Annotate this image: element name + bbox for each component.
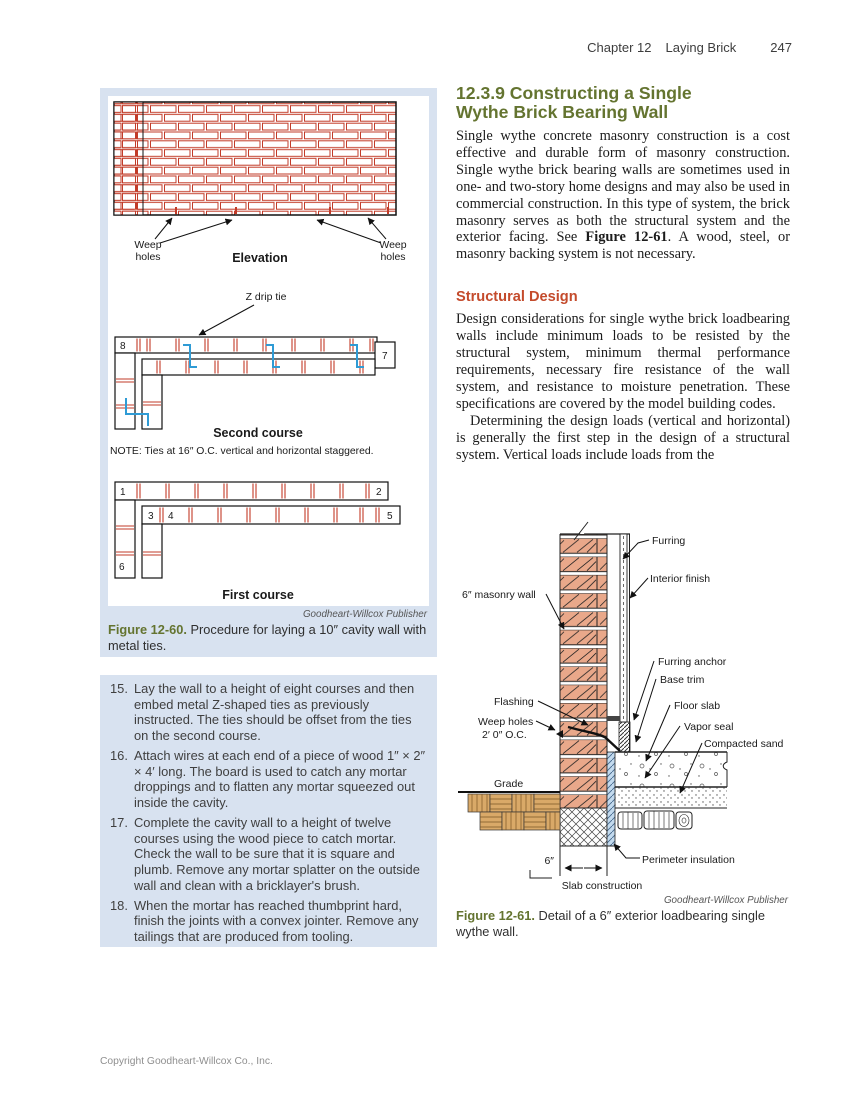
masonry-wall-label: 6″ masonry wall — [462, 589, 536, 602]
chapter-label: Chapter 12 — [587, 40, 652, 55]
step-text: When the mortar has reached thumbprint hard, finish the joints with a convex jointer. Remove any tailings that are produced from tooling. — [134, 897, 419, 945]
design-paragraph: Design considerations for single wythe brick loadbearing walls include minimum loads to be resisted by the structural system, minimum thermal performance requirements, necessary fire resistance of the wall system, and resistance to moisture penetration. These specifications are covered by the model building codes. — [456, 311, 790, 412]
first-course-drawing — [115, 482, 400, 602]
copyright-footer: Copyright Goodheart-Willcox Co., Inc. — [100, 1056, 273, 1067]
elevation-drawing — [114, 102, 407, 265]
grade-label: Grade — [494, 778, 524, 791]
second-course-drawing — [110, 291, 395, 457]
figure-12-60-panel — [100, 88, 437, 657]
step-number: 16. — [110, 747, 128, 763]
step-number: 17. — [110, 814, 128, 830]
wood-blocking — [618, 811, 692, 829]
step-text: Lay the wall to a height of eight courses and then embed metal Z-shaped ties as previously instructed. The ties should be offset from the ties on the second course. — [134, 681, 415, 744]
brick-number-7: 7 — [382, 351, 388, 362]
compacted-sand-label: Compacted sand — [704, 738, 784, 751]
dimension-label: 6″ — [544, 855, 554, 868]
step-16 — [110, 748, 427, 811]
brick-number-2: 2 — [376, 487, 382, 498]
figure-12-60-caption — [108, 622, 429, 654]
brick-number-3: 3 — [148, 511, 154, 522]
figure-12-60-caption-text: Procedure for laying a 10″ cavity wall with metal ties. — [108, 622, 427, 653]
vapor-seal-label: Vapor seal — [684, 721, 734, 734]
subsection-heading: Structural Design — [456, 289, 578, 306]
main-column — [456, 84, 790, 940]
grade-fill — [468, 794, 560, 830]
section-heading — [456, 84, 790, 122]
interior-finish-label: Interior finish — [650, 573, 711, 586]
perimeter-insulation-strip — [607, 752, 615, 846]
step-text: Attach wires at each end of a piece of wood 1″ × 2″ × 4′ long. The board is used to catch any mortar droppings and to flatten any mortar squeezed out inside the cavity. — [134, 747, 426, 811]
weep-holes-right-label-1: Weep — [379, 239, 407, 251]
figure-12-61-caption-text: Detail of a 6″ exterior loadbearing single wythe wall. — [456, 908, 765, 940]
elevation-label: Elevation — [232, 251, 288, 265]
brick-number-8: 8 — [120, 341, 126, 352]
brick-number-1: 1 — [120, 487, 126, 498]
procedure-steps-panel — [100, 675, 437, 947]
page-number: 247 — [770, 40, 792, 55]
figure-12-61-caption-label: Figure 12-61. — [456, 908, 535, 924]
tie-note: NOTE: Ties at 16″ O.C. vertical and horizontal staggered. — [110, 446, 374, 457]
furring-anchor-label: Furring anchor — [658, 656, 727, 669]
figure-12-60-credit: Goodheart-Willcox Publisher — [302, 609, 427, 620]
figure-12-61-caption — [456, 908, 790, 940]
z-drip-tie-label: Z drip tie — [245, 291, 287, 303]
figure-12-60-artwork — [108, 96, 429, 606]
brick-number-4: 4 — [168, 511, 174, 522]
second-course-label: Second course — [213, 426, 303, 440]
weep-holes-left-label-2: holes — [135, 251, 161, 263]
intro-text: Single wythe concrete masonry construction is a cost effective and durable form of masonry construction. Single wythe brick bearing walls are sometimes used in one- and two-story home designs and may also be used in commercial construction. In this type of system, the brick masonry serves as both the structural system and the exterior facing. See — [456, 128, 790, 246]
figure-12-61-diagram — [456, 520, 790, 892]
first-course-label: First course — [222, 588, 294, 602]
chapter-title: Laying Brick — [665, 40, 737, 55]
base-trim-label: Base trim — [660, 674, 705, 687]
brick-number-6: 6 — [119, 562, 125, 573]
slab-construction-label: Slab construction — [561, 880, 643, 893]
figure-reference: Figure 12-61 — [585, 229, 668, 246]
figure-12-61-credit: Goodheart-Willcox Publisher — [663, 895, 788, 907]
weep-holes-left-label-1: Weep — [134, 239, 162, 251]
step-17 — [110, 815, 427, 894]
furring-anchor-piece — [607, 716, 620, 721]
furring-label: Furring — [652, 535, 686, 548]
section-heading-line2: Wythe Brick Bearing Wall — [456, 102, 669, 122]
step-number: 18. — [110, 897, 128, 913]
figure-12-60-caption-label: Figure 12-60. — [108, 622, 187, 637]
weep-holes-label-line1: Weep holes — [478, 716, 534, 729]
flashing-label: Flashing — [494, 696, 534, 709]
figure-12-60-diagram — [108, 96, 429, 606]
brick-number-5: 5 — [387, 511, 393, 522]
running-header — [456, 40, 792, 55]
intro-paragraph — [456, 128, 790, 263]
perimeter-insulation-label: Perimeter insulation — [642, 854, 735, 867]
floor-slab-label: Floor slab — [674, 700, 721, 713]
step-15 — [110, 681, 427, 744]
step-text: Complete the cavity wall to a height of twelve courses using the wood piece to catch mortar. Check the wall to be sure that it is square and plumb. Remove any mortar splatter on the outside wall and clean with a bricklayer's brush. — [134, 814, 420, 893]
step-number: 15. — [110, 681, 128, 696]
section-heading-line1: 12.3.9 Constructing a Single — [456, 83, 692, 103]
step-18 — [110, 898, 427, 945]
weep-holes-right-label-2: holes — [380, 251, 406, 263]
intro-text-end: . A wood, steel, or masonry backing system is not necessary. — [456, 229, 790, 263]
loads-paragraph: Determining the design loads (vertical and horizontal) is generally the first step in the design of a structural system. Vertical loads include loads from the — [456, 412, 790, 463]
base-trim-piece — [619, 722, 630, 752]
weep-holes-label-line2: 2′ 0″ O.C. — [482, 729, 527, 742]
